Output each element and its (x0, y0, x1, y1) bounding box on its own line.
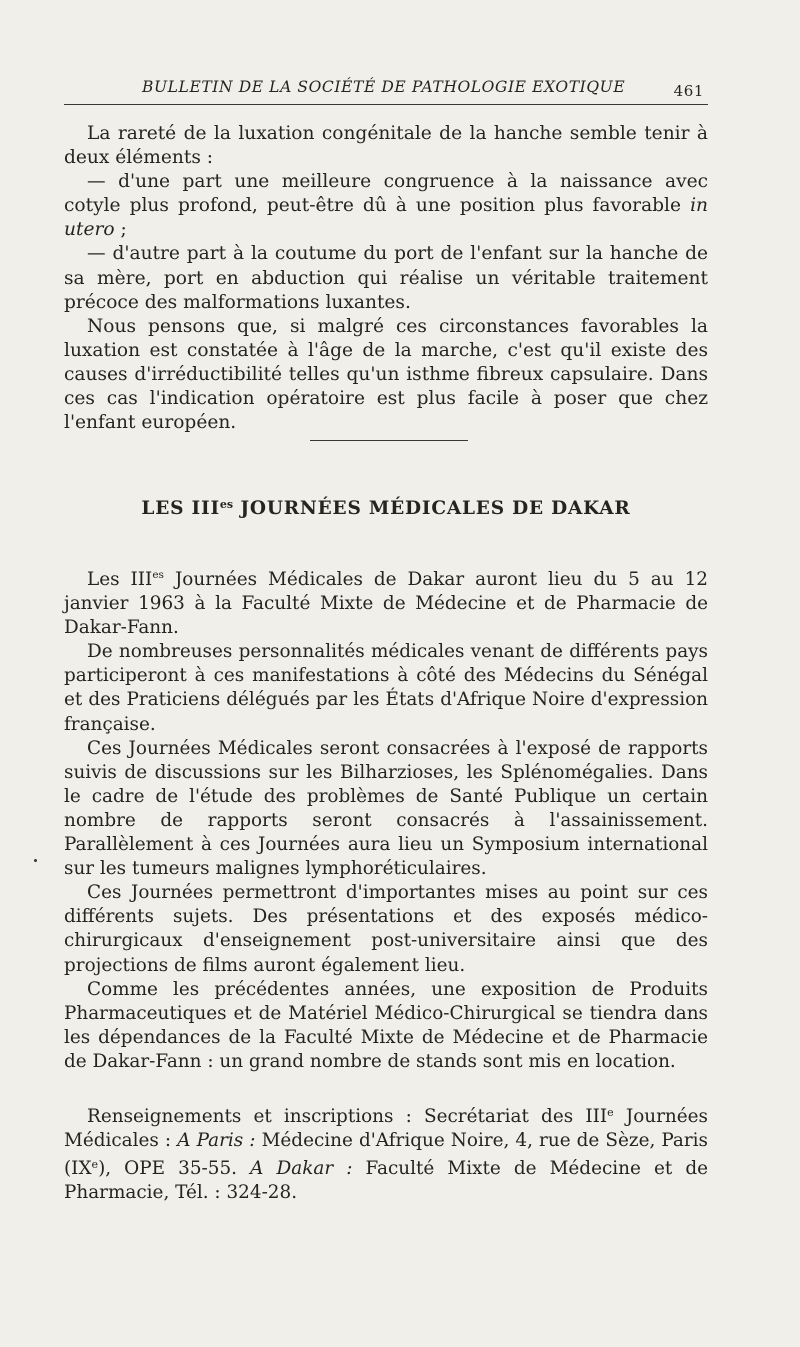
running-header (64, 76, 708, 102)
paragraph-text: La rareté de la luxation congénitale de la hanche semble tenir à deux éléments : (64, 123, 708, 169)
article-conclusion (64, 122, 708, 435)
paragraph (64, 170, 708, 242)
italic-term: in utero (64, 195, 708, 241)
header-rule (64, 104, 708, 105)
paragraph-text: — d'autre part à la coutume du port de l'enfant sur la hanche de sa mère, port en abduction qui réalise un véritable traitement précoce des malformations luxantes. (64, 243, 708, 313)
heading-text: JOURNÉES MÉDICALES DE DAKAR (240, 498, 631, 519)
paragraph-text: Les III (87, 569, 153, 590)
paragraph-text: Ces Journées permettront d'importantes mises au point sur ces différents sujets. Des présentations et des exposés médico-chirurgicaux d'enseignement post-universitaire ainsi que des projections de films auront également lieu. (64, 882, 708, 976)
paragraph (64, 242, 708, 314)
heading-text: LES III (141, 498, 220, 519)
paragraph (64, 978, 708, 1074)
paragraph-text: Nous pensons que, si malgré ces circonstances favorables la luxation est constatée à l'âge de la marche, c'est qu'il existe des causes d'irréductibilité telles qu'un isthme fibreux capsulaire. Dans ces cas l'indication opératoire est plus facile à poser que chez l'enfant européen. (64, 315, 708, 434)
paragraph-text: Comme les précédentes années, une exposition de Produits Pharmaceutiques et de Matériel Médico-Chirurgical se tiendra dans les dépendances de la Faculté Mixte de Médecine et de Pharmacie de Dakar-Fann : un grand nombre de stands sont mis en location. (64, 978, 708, 1072)
paragraph (64, 563, 708, 640)
paragraph (64, 1101, 708, 1205)
paragraph-text: ; (120, 219, 127, 241)
paragraph-text: Médecine d'Afrique Noire, 4, rue de Sèze, Paris (IX (64, 1130, 708, 1180)
superscript: es (152, 569, 164, 581)
superscript: e (91, 1158, 99, 1172)
paragraph-text: — d'une part une meilleure congruence à la naissance avec cotyle plus profond, peut-être dû à une position plus favorable (64, 171, 708, 217)
print-speck (34, 859, 37, 862)
italic-place: A Dakar : (250, 1158, 353, 1180)
paragraph (64, 640, 708, 736)
announcement-body (64, 563, 708, 1074)
paragraph (64, 737, 708, 882)
paragraph (64, 122, 708, 170)
italic-place: A Paris : (177, 1130, 256, 1152)
superscript: e (607, 1106, 614, 1119)
paragraph-text: Journées Médicales : (64, 1106, 708, 1152)
paragraph-text: Faculté Mixte de Médecine et de Pharmacie, Tél. : 324-28. (64, 1158, 708, 1204)
paragraph (64, 881, 708, 977)
paragraph-text: ), OPE 35-55. (98, 1158, 238, 1180)
paragraph-text: Renseignements et inscriptions : Secrétariat des III (87, 1106, 608, 1127)
section-separator (310, 440, 468, 441)
page-number: 461 (673, 82, 704, 100)
paragraph (64, 315, 708, 435)
running-title: BULLETIN DE LA SOCIÉTÉ DE PATHOLOGIE EXOTIQUE (142, 78, 626, 96)
heading-superscript: es (219, 498, 234, 511)
section-heading (64, 498, 708, 519)
paragraph-text: Ces Journées Médicales seront consacrées à l'exposé de rapports suivis de discussions sur les Bilharzioses, les Splénomégalies. Dans le cadre de l'étude des problèmes de Santé Publique un certain nombre de rapports seront consacrés à l'assainissement. Parallèlement à ces Journées aura lieu un Symposium international sur les tumeurs malignes lymphoréticulaires. (64, 737, 708, 880)
registration-info (64, 1101, 708, 1205)
paragraph-text: Journées Médicales de Dakar auront lieu du 5 au 12 janvier 1963 à la Faculté Mixte de Médecine et de Pharmacie de Dakar-Fann. (64, 569, 708, 639)
paragraph-text: De nombreuses personnalités médicales venant de différents pays participeront à ces manifestations à côté des Médecins du Sénégal et des Praticiens délégués par les États d'Afrique Noire d'expression française. (64, 641, 708, 735)
